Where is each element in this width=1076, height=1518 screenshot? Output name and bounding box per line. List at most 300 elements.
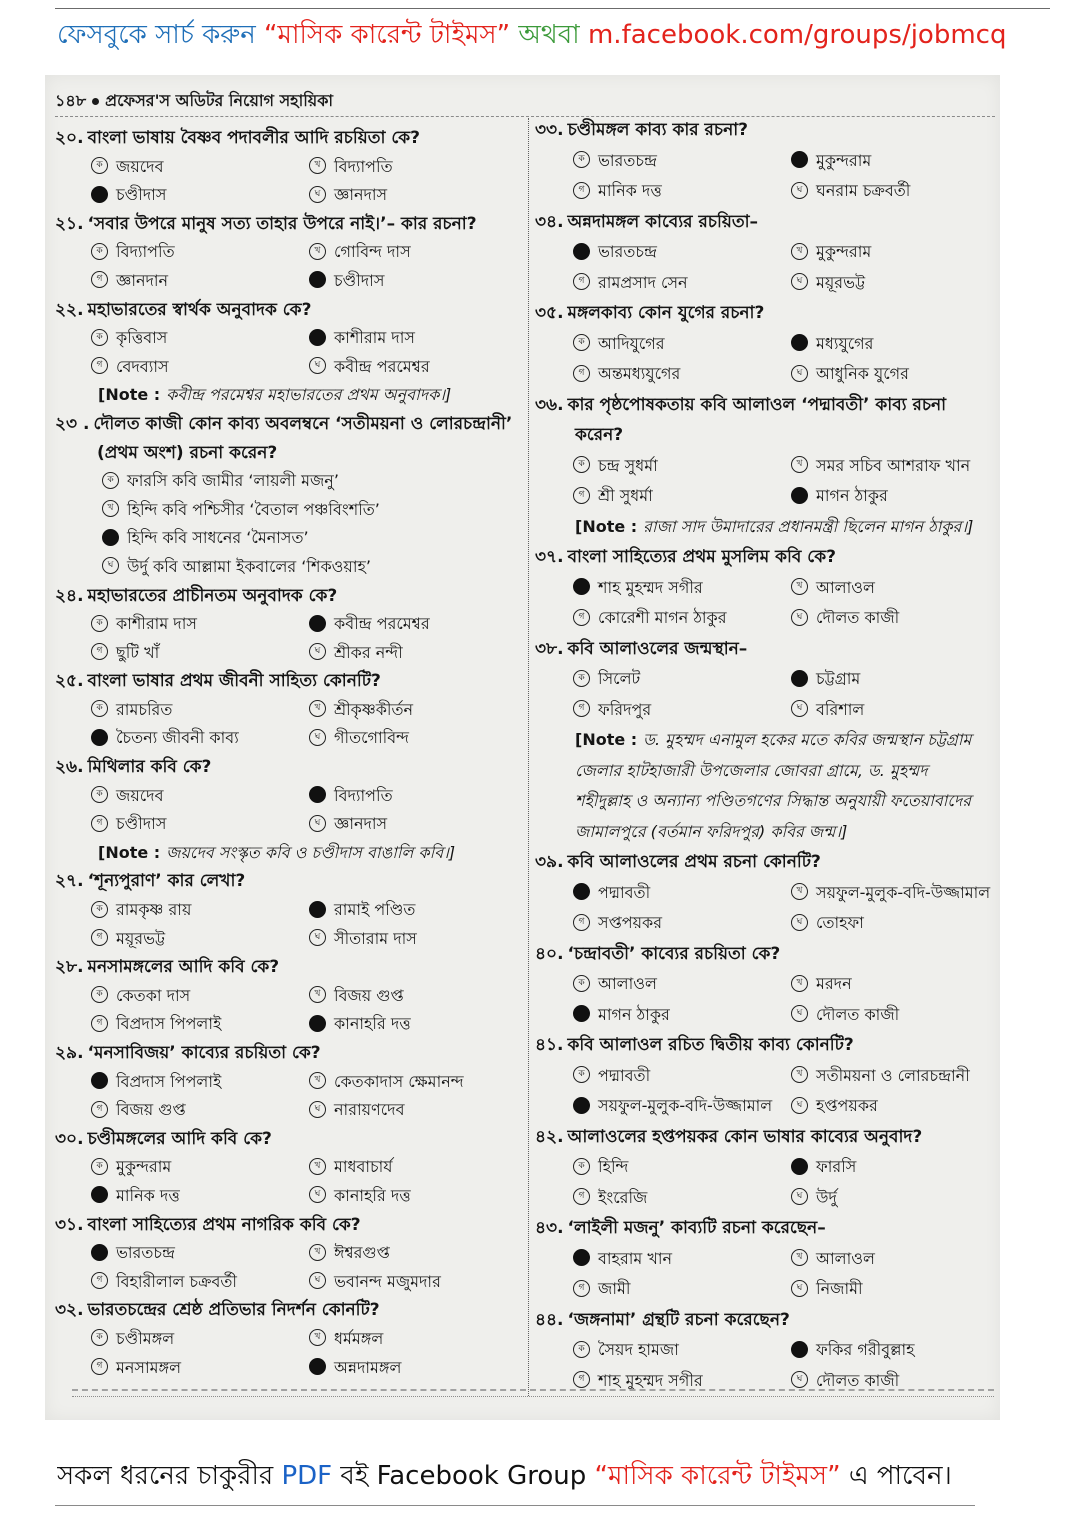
- answer-option: [91, 1096, 303, 1125]
- promo-footer: [57, 1456, 1057, 1496]
- option-text: কবীন্দ্র পরমেশ্বর: [334, 356, 430, 376]
- question-block: [55, 1211, 523, 1297]
- option-letter-marker: ক: [91, 329, 108, 346]
- option-text: ছুটি খাঁ: [116, 642, 160, 662]
- footer-pdf: PDF: [281, 1461, 333, 1491]
- question-block: [55, 867, 523, 953]
- correct-answer-marker-icon: [309, 271, 326, 288]
- option-text: সীতারাম দাস: [334, 928, 417, 948]
- option-text: নারায়ণদেব: [334, 1100, 405, 1120]
- option-text: বাহরাম খান: [598, 1248, 673, 1268]
- question-number: ৪৪.: [535, 1309, 564, 1330]
- option-letter-marker: ক: [573, 1066, 590, 1083]
- question-number: ২১.: [55, 213, 84, 234]
- answer-option: [309, 1096, 523, 1125]
- answer-option: [791, 1183, 997, 1214]
- question-line: [535, 390, 997, 421]
- option-row: [535, 481, 997, 512]
- option-row: [535, 237, 997, 268]
- option-text: শ্রীকর নন্দী: [334, 642, 403, 662]
- option-text: মুকুন্দরাম: [816, 150, 872, 170]
- question-block: [535, 207, 997, 299]
- option-text: কৃত্তিবাস: [116, 328, 168, 348]
- banner-url: m.facebook.com/groups/jobmcq: [587, 20, 1007, 50]
- answer-option: [573, 176, 787, 207]
- option-text: বিদ্যাপতি: [334, 785, 393, 805]
- option-text: মুকুন্দরাম: [816, 242, 872, 261]
- option-text: গোবিন্দ দাস: [334, 242, 411, 262]
- option-text: আলাওল: [816, 577, 875, 597]
- option-letter-marker: খ: [791, 578, 808, 595]
- option-letter-marker: ক: [91, 901, 108, 918]
- answer-option: [573, 268, 787, 299]
- question-block: [535, 542, 997, 634]
- question-text: বাংলা ভাষায় বৈষ্ণব পদাবলীর আদি রচয়িতা কে?: [87, 128, 420, 148]
- option-letter-marker: খ: [309, 700, 326, 717]
- option-letter-marker: গ: [573, 273, 590, 290]
- option-letter-marker: ঘ: [309, 643, 326, 660]
- option-row: [55, 1096, 523, 1125]
- question-line: [55, 953, 523, 982]
- option-text: ময়ূরভট্ট: [816, 272, 866, 292]
- option-letter-marker: ঘ: [791, 365, 808, 382]
- page-bottom-rule: [72, 1389, 994, 1391]
- question-number: ২২.: [55, 299, 84, 320]
- option-text: মাগন ঠাকুর: [816, 486, 888, 505]
- answer-option: [791, 359, 997, 390]
- option-text: কোরেশী মাগন ঠাকুর: [598, 608, 727, 627]
- option-text: কানাহরি দত্ত: [334, 1185, 411, 1205]
- correct-answer-marker-icon: [791, 1341, 808, 1358]
- question-line: [535, 634, 997, 665]
- option-letter-marker: ঘ: [309, 929, 326, 946]
- question-block: [535, 1213, 997, 1305]
- note-line: [55, 381, 523, 410]
- option-row: [55, 181, 523, 210]
- correct-answer-marker-icon: [91, 1186, 108, 1203]
- question-number: ৩২.: [55, 1300, 84, 1321]
- question-block: [535, 115, 997, 207]
- option-row: [535, 573, 997, 604]
- option-text: চট্টগ্রাম: [816, 669, 861, 688]
- option-letter-marker: ক: [91, 1158, 108, 1175]
- option-row: [535, 695, 997, 726]
- option-text: হিন্দি কবি পশ্চিসীর ‘বৈতাল পঞ্চবিংশতি’: [127, 499, 380, 519]
- answer-option: [91, 181, 303, 210]
- option-row: [55, 524, 523, 553]
- banner-search-prompt: ফেসবুকে সার্চ করুন: [57, 20, 256, 50]
- option-row: [535, 969, 997, 1000]
- option-text: জয়দেব: [116, 785, 164, 805]
- right-question-column: [535, 115, 997, 1396]
- option-row: [535, 1183, 997, 1214]
- answer-option: [791, 146, 997, 177]
- option-letter-marker: ঘ: [102, 557, 119, 574]
- option-text: সয়ফুল-মুলুক-বদি-উজ্জামাল: [816, 882, 991, 902]
- question-text: মিথিলার কবি কে?: [87, 757, 212, 778]
- option-text: কানাহরি দত্ত: [334, 1014, 411, 1034]
- question-line: [535, 207, 997, 238]
- question-line: [55, 124, 523, 153]
- option-text: ভারতচন্দ্র: [116, 1243, 175, 1263]
- option-row: [55, 496, 523, 525]
- option-row: [535, 268, 997, 299]
- option-row: [535, 603, 997, 634]
- answer-option: [791, 481, 997, 512]
- correct-answer-marker-icon: [791, 487, 808, 504]
- option-text: কেতকাদাস ক্ষেমানন্দ: [334, 1071, 464, 1091]
- answer-option: [91, 353, 303, 382]
- correct-answer-marker-icon: [309, 1358, 326, 1375]
- correct-answer-marker-icon: [573, 578, 590, 595]
- answer-option: [573, 1335, 787, 1366]
- option-text: মানিক দত্ত: [598, 181, 662, 200]
- question-number: ২৫.: [55, 671, 84, 692]
- option-text: কেতকা দাস: [116, 985, 191, 1005]
- question-text: বাংলা ভাষার প্রথম জীবনী সাহিত্য কোনটি?: [87, 671, 381, 692]
- option-text: বরিশাল: [816, 699, 865, 719]
- option-text: বেদব্যাস: [116, 356, 169, 376]
- note-line: [535, 725, 997, 756]
- option-row: [55, 238, 523, 267]
- option-letter-marker: খ: [309, 1329, 326, 1346]
- option-row: [55, 982, 523, 1011]
- option-text: মনসামঙ্গল: [116, 1357, 182, 1377]
- answer-option: [573, 1000, 787, 1031]
- option-text: ঘনরাম চক্রবর্তী: [816, 181, 911, 200]
- option-text: সমর সচিব আশরাফ খান: [816, 455, 971, 475]
- correct-answer-marker-icon: [791, 670, 808, 687]
- page-bottom-rule: [72, 1396, 994, 1397]
- bottom-rule: [55, 1505, 975, 1506]
- answer-option: [309, 925, 523, 954]
- question-number: ২৬.: [55, 757, 84, 778]
- answer-option: [573, 1274, 787, 1305]
- answer-option: [791, 1000, 997, 1031]
- option-text: মধ্যযুগের: [816, 333, 874, 353]
- option-text: চণ্ডীমঙ্গল: [116, 1328, 175, 1348]
- answer-option: [573, 969, 787, 1000]
- question-line: [55, 1296, 523, 1325]
- answer-option: [91, 1325, 303, 1354]
- answer-option: [309, 724, 523, 753]
- option-letter-marker: ঘ: [791, 914, 808, 931]
- question-number: ৩৮.: [535, 638, 564, 659]
- option-text: হিন্দি কবি সাধনের ‘মৈনাসত’: [127, 528, 309, 548]
- question-number: ৩৬.: [535, 394, 564, 415]
- option-row: [535, 176, 997, 207]
- answer-option: [573, 451, 787, 482]
- option-text: আলাওল: [816, 1248, 875, 1268]
- option-letter-marker: ক: [573, 456, 590, 473]
- book-title: প্রফেসর'স অডিটর নিয়োগ সহায়িকা: [105, 91, 334, 110]
- question-number: ৩৯.: [535, 852, 564, 872]
- answer-option: [573, 1061, 787, 1092]
- option-text: মাধবাচার্য: [334, 1157, 393, 1177]
- top-rule: [55, 8, 1050, 9]
- option-text: রামপ্রসাদ সেন: [598, 272, 688, 292]
- option-letter-marker: গ: [91, 1358, 108, 1375]
- option-letter-marker: খ: [309, 986, 326, 1003]
- option-letter-marker: খ: [309, 243, 326, 260]
- correct-answer-marker-icon: [91, 729, 108, 746]
- option-letter-marker: ঘ: [791, 1005, 808, 1022]
- option-row: [55, 553, 523, 582]
- question-text: বাংলা সাহিত্যের প্রথম নাগরিক কবি কে?: [87, 1214, 361, 1235]
- question-number: ২৮.: [55, 957, 84, 978]
- question-text: (প্রথম অংশ) রচনা করেন?: [97, 442, 278, 463]
- answer-option: [573, 1366, 787, 1397]
- answer-option: [309, 896, 523, 925]
- correct-answer-marker-icon: [791, 1158, 808, 1175]
- option-row: [535, 878, 997, 909]
- question-block: [55, 753, 523, 867]
- option-text: সতীময়না ও লোরচন্দ্রানী: [816, 1065, 970, 1085]
- note-line: [535, 512, 997, 543]
- answer-option: [573, 1091, 787, 1122]
- option-text: বিপ্রদাস পিপলাই: [116, 1071, 222, 1091]
- option-text: মানিক দত্ত: [116, 1185, 180, 1205]
- question-line: [55, 210, 523, 239]
- option-letter-marker: ঘ: [791, 1280, 808, 1297]
- answer-option: [309, 1153, 523, 1182]
- answer-option: [791, 1335, 997, 1366]
- option-text: ভবানন্দ মজুমদার: [334, 1271, 441, 1291]
- option-letter-marker: গ: [573, 182, 590, 199]
- option-row: [55, 1068, 523, 1097]
- answer-option: [573, 481, 787, 512]
- promo-banner: [57, 15, 1057, 55]
- option-letter-marker: ক: [91, 615, 108, 632]
- answer-option: [91, 1068, 303, 1097]
- answer-option: [309, 181, 523, 210]
- correct-answer-marker-icon: [573, 243, 590, 260]
- option-text: পদ্মাবতী: [598, 882, 651, 902]
- answer-option: [309, 1182, 523, 1211]
- question-block: [535, 1122, 997, 1214]
- option-row: [535, 329, 997, 360]
- question-text: ‘মনসাবিজয়’ কাব্যের রচয়িতা কে?: [87, 1043, 321, 1063]
- option-row: [55, 696, 523, 725]
- question-number: ৩৭.: [535, 547, 564, 567]
- question-text: অন্নদামঙ্গল কাব্যের রচয়িতা–: [567, 211, 759, 232]
- question-number: ৪১.: [535, 1035, 564, 1055]
- answer-option: [309, 1325, 523, 1354]
- option-text: সয়ফুল-মুলুক-বদি-উজ্জামাল: [598, 1096, 773, 1115]
- question-number: ২৭.: [55, 871, 84, 892]
- answer-option: [91, 696, 303, 725]
- option-letter-marker: ঘ: [309, 186, 326, 203]
- answer-option: [309, 782, 523, 811]
- option-row: [535, 908, 997, 939]
- question-text: মহাভারতের প্রাচীনতম অনুবাদক কে?: [87, 585, 338, 606]
- question-text: কার পৃষ্ঠপোষকতায় কবি আলাওল ‘পদ্মাবতী’ কাব্য রচনা: [567, 394, 947, 415]
- option-letter-marker: গ: [91, 357, 108, 374]
- option-letter-marker: গ: [573, 1188, 590, 1205]
- option-text: চণ্ডীদাস: [334, 270, 385, 290]
- answer-option: [791, 969, 997, 1000]
- option-text: জ্ঞানদাস: [334, 185, 388, 205]
- question-line: [55, 296, 523, 325]
- option-text: জামী: [598, 1279, 631, 1298]
- answer-option: [91, 1268, 303, 1297]
- option-letter-marker: গ: [573, 1371, 590, 1388]
- answer-option: [309, 639, 523, 668]
- question-line: [535, 542, 997, 573]
- answer-option: [573, 664, 787, 695]
- option-row: [55, 1325, 523, 1354]
- option-text: অন্নদামঙ্গল: [334, 1357, 402, 1377]
- answer-option: [91, 238, 303, 267]
- option-letter-marker: গ: [573, 365, 590, 382]
- question-block: [55, 124, 523, 210]
- question-number: ২০.: [55, 128, 84, 148]
- option-row: [535, 1335, 997, 1366]
- answer-option: [91, 896, 303, 925]
- answer-option: [791, 1061, 997, 1092]
- question-block: [55, 210, 523, 296]
- question-block: [55, 1039, 523, 1125]
- option-letter-marker: খ: [791, 883, 808, 900]
- question-number: ৩৩.: [535, 120, 564, 140]
- question-line: [535, 1122, 997, 1153]
- option-letter-marker: ঘ: [791, 273, 808, 290]
- question-text: ‘সবার উপরে মানুষ সত্য তাহার উপরে নাই।’– কার রচনা?: [87, 213, 477, 234]
- option-row: [55, 153, 523, 182]
- answer-option: [309, 1068, 523, 1097]
- question-block: [535, 1030, 997, 1122]
- answer-option: [91, 1153, 303, 1182]
- answer-option: [573, 1152, 787, 1183]
- correct-answer-marker-icon: [573, 883, 590, 900]
- option-letter-marker: ঘ: [791, 182, 808, 199]
- question-line: [55, 582, 523, 611]
- question-number: ৩১.: [55, 1214, 84, 1235]
- note-text: জামালপুরে (বর্তমান ফরিদপুর) কবির জন্ম।]: [575, 821, 848, 841]
- question-block: [535, 298, 997, 390]
- question-line: [55, 1039, 523, 1068]
- answer-option: [102, 467, 522, 496]
- option-letter-marker: ক: [573, 334, 590, 351]
- footer-text-1: সকল ধরনের চাকুরীর: [57, 1461, 274, 1491]
- option-text: চন্দ্র সুধর্মা: [598, 455, 658, 475]
- answer-option: [791, 573, 997, 604]
- option-text: অন্তমধ্যযুগের: [598, 364, 681, 383]
- answer-option: [309, 610, 523, 639]
- left-question-column: [55, 124, 523, 1382]
- answer-option: [91, 810, 303, 839]
- option-text: শ্রী সুধর্মা: [598, 486, 653, 505]
- question-number: ৪৩.: [535, 1218, 564, 1238]
- column-divider: [528, 118, 529, 1396]
- note-line: [535, 817, 997, 848]
- option-text: বিদ্যাপতি: [334, 156, 393, 176]
- answer-option: [791, 1091, 997, 1122]
- option-row: [535, 1152, 997, 1183]
- answer-option: [573, 573, 787, 604]
- option-text: কবীন্দ্র পরমেশ্বর: [334, 614, 430, 634]
- question-number: ৩৪.: [535, 211, 564, 232]
- question-line: [535, 847, 997, 878]
- question-text: চণ্ডীমঙ্গলের আদি কবি কে?: [87, 1128, 272, 1149]
- question-text: কবি আলাওলের প্রথম রচনা কোনটি?: [567, 852, 821, 872]
- answer-option: [791, 237, 997, 268]
- option-row: [535, 1000, 997, 1031]
- option-letter-marker: ঘ: [309, 1272, 326, 1289]
- answer-option: [309, 696, 523, 725]
- question-number: ২৪.: [55, 585, 84, 606]
- note-line: [535, 756, 997, 787]
- option-text: কাশীরাম দাস: [334, 328, 415, 348]
- note-label: [Note :: [575, 516, 638, 536]
- question-block: [55, 667, 523, 753]
- banner-group-name: “মাসিক কারেন্ট টাইমস”: [264, 20, 511, 50]
- option-text: হপ্তপয়কর: [816, 1096, 878, 1115]
- answer-option: [573, 1244, 787, 1275]
- answer-option: [573, 237, 787, 268]
- option-row: [535, 451, 997, 482]
- note-text: ড. মুহম্মদ এনামুল হকের মতে কবির জন্মস্থান চট্টগ্রাম: [643, 730, 972, 749]
- option-letter-marker: গ: [91, 929, 108, 946]
- option-text: আদিযুগের: [598, 333, 665, 353]
- note-label: [Note :: [98, 842, 161, 862]
- note-text: জেলার হাটহাজারী উপজেলার জোবরা গ্রামে, ড. মুহম্মদ: [575, 760, 928, 780]
- option-text: হিন্দি: [598, 1157, 629, 1176]
- option-letter-marker: ঘ: [309, 1101, 326, 1118]
- option-letter-marker: গ: [573, 914, 590, 931]
- option-letter-marker: ক: [573, 975, 590, 992]
- answer-option: [791, 603, 997, 634]
- question-text: ‘চন্দ্রাবতী’ কাব্যের রচয়িতা কে?: [567, 943, 781, 964]
- question-line: [55, 1211, 523, 1240]
- question-line: [535, 939, 997, 970]
- option-letter-marker: গ: [573, 700, 590, 717]
- option-letter-marker: ক: [91, 786, 108, 803]
- correct-answer-marker-icon: [309, 786, 326, 803]
- answer-option: [91, 1239, 303, 1268]
- question-text: কবি আলাওলের জন্মস্থান–: [567, 638, 748, 659]
- question-block: [535, 1305, 997, 1397]
- option-row: [535, 664, 997, 695]
- option-text: চৈতন্য জীবনী কাব্য: [116, 728, 239, 748]
- correct-answer-marker-icon: [91, 186, 108, 203]
- answer-option: [791, 1274, 997, 1305]
- option-text: জয়দেব: [116, 156, 164, 176]
- option-letter-marker: ঘ: [791, 700, 808, 717]
- option-text: ভারতচন্দ্র: [598, 242, 657, 261]
- option-letter-marker: গ: [91, 643, 108, 660]
- answer-option: [102, 524, 522, 553]
- question-line: [55, 667, 523, 696]
- answer-option: [573, 329, 787, 360]
- answer-option: [91, 982, 303, 1011]
- option-text: উর্দু: [816, 1187, 837, 1207]
- question-block: [55, 1125, 523, 1211]
- answer-option: [573, 878, 787, 909]
- option-row: [535, 359, 997, 390]
- option-text: রামচরিত: [116, 699, 173, 719]
- option-row: [55, 639, 523, 668]
- correct-answer-marker-icon: [573, 1005, 590, 1022]
- option-letter-marker: ঘ: [791, 1188, 808, 1205]
- answer-option: [309, 267, 523, 296]
- answer-option: [791, 664, 997, 695]
- option-letter-marker: খ: [309, 1072, 326, 1089]
- question-number: ৪০.: [535, 943, 564, 964]
- question-block: [55, 582, 523, 668]
- question-block: [55, 1296, 523, 1382]
- option-letter-marker: ঘ: [791, 1371, 808, 1388]
